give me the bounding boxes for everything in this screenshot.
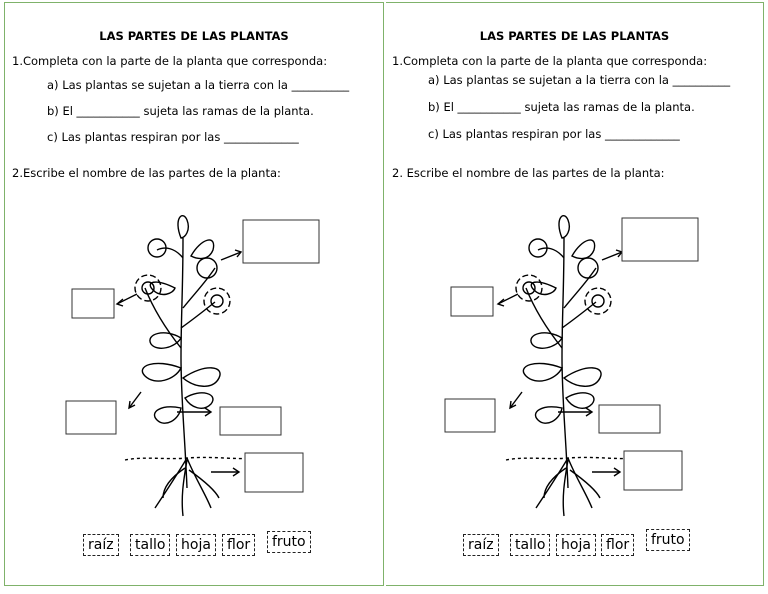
label-box-stem[interactable] bbox=[599, 405, 660, 433]
question-1: 1.Completa con la parte de la planta que corresponda: bbox=[12, 54, 328, 68]
question-2: 2. Escribe el nombre de las partes de la planta: bbox=[392, 166, 665, 180]
worksheet-title: LAS PARTES DE LAS PLANTAS bbox=[479, 29, 670, 43]
label-box-flower[interactable] bbox=[451, 287, 493, 316]
question-1-item-c: c) Las plantas respiran por las _____________ bbox=[428, 127, 680, 141]
word-card-raiz: raíz bbox=[83, 534, 119, 556]
question-1-item-b: b) El ___________ sujeta las ramas de la planta. bbox=[428, 100, 695, 114]
label-box-flower[interactable] bbox=[72, 289, 114, 318]
label-box-leaf[interactable] bbox=[66, 401, 116, 434]
plant-diagram bbox=[386, 198, 764, 528]
question-1-item-c: c) Las plantas respiran por las _____________ bbox=[47, 130, 299, 144]
word-card-flor: flor bbox=[222, 534, 255, 556]
question-1-item-b: b) El ___________ sujeta las ramas de la planta. bbox=[47, 104, 314, 118]
word-card-tallo: tallo bbox=[510, 534, 550, 556]
word-card-hoja: hoja bbox=[556, 534, 596, 556]
worksheet-page-right bbox=[386, 2, 764, 586]
word-card-hoja: hoja bbox=[176, 534, 216, 556]
worksheet-page-left bbox=[4, 2, 384, 586]
label-box-stem[interactable] bbox=[220, 407, 281, 435]
word-card-tallo: tallo bbox=[130, 534, 170, 556]
question-2: 2.Escribe el nombre de las partes de la planta: bbox=[12, 166, 281, 180]
question-1-item-a: a) Las plantas se sujetan a la tierra con la __________ bbox=[47, 78, 350, 92]
question-1-item-a: a) Las plantas se sujetan a la tierra con la __________ bbox=[428, 73, 731, 87]
label-box-fruit[interactable] bbox=[243, 220, 319, 263]
word-card-fruto: fruto bbox=[646, 529, 690, 551]
label-box-root[interactable] bbox=[624, 451, 682, 490]
word-card-fruto: fruto bbox=[267, 531, 311, 553]
question-1: 1.Completa con la parte de la planta que corresponda: bbox=[392, 54, 708, 68]
worksheet-title: LAS PARTES DE LAS PLANTAS bbox=[99, 29, 289, 43]
label-box-fruit[interactable] bbox=[622, 218, 698, 261]
plant-diagram bbox=[5, 198, 383, 528]
word-card-raiz: raíz bbox=[463, 534, 499, 556]
label-box-root[interactable] bbox=[245, 453, 303, 492]
label-box-leaf[interactable] bbox=[445, 399, 495, 432]
word-card-flor: flor bbox=[601, 534, 634, 556]
